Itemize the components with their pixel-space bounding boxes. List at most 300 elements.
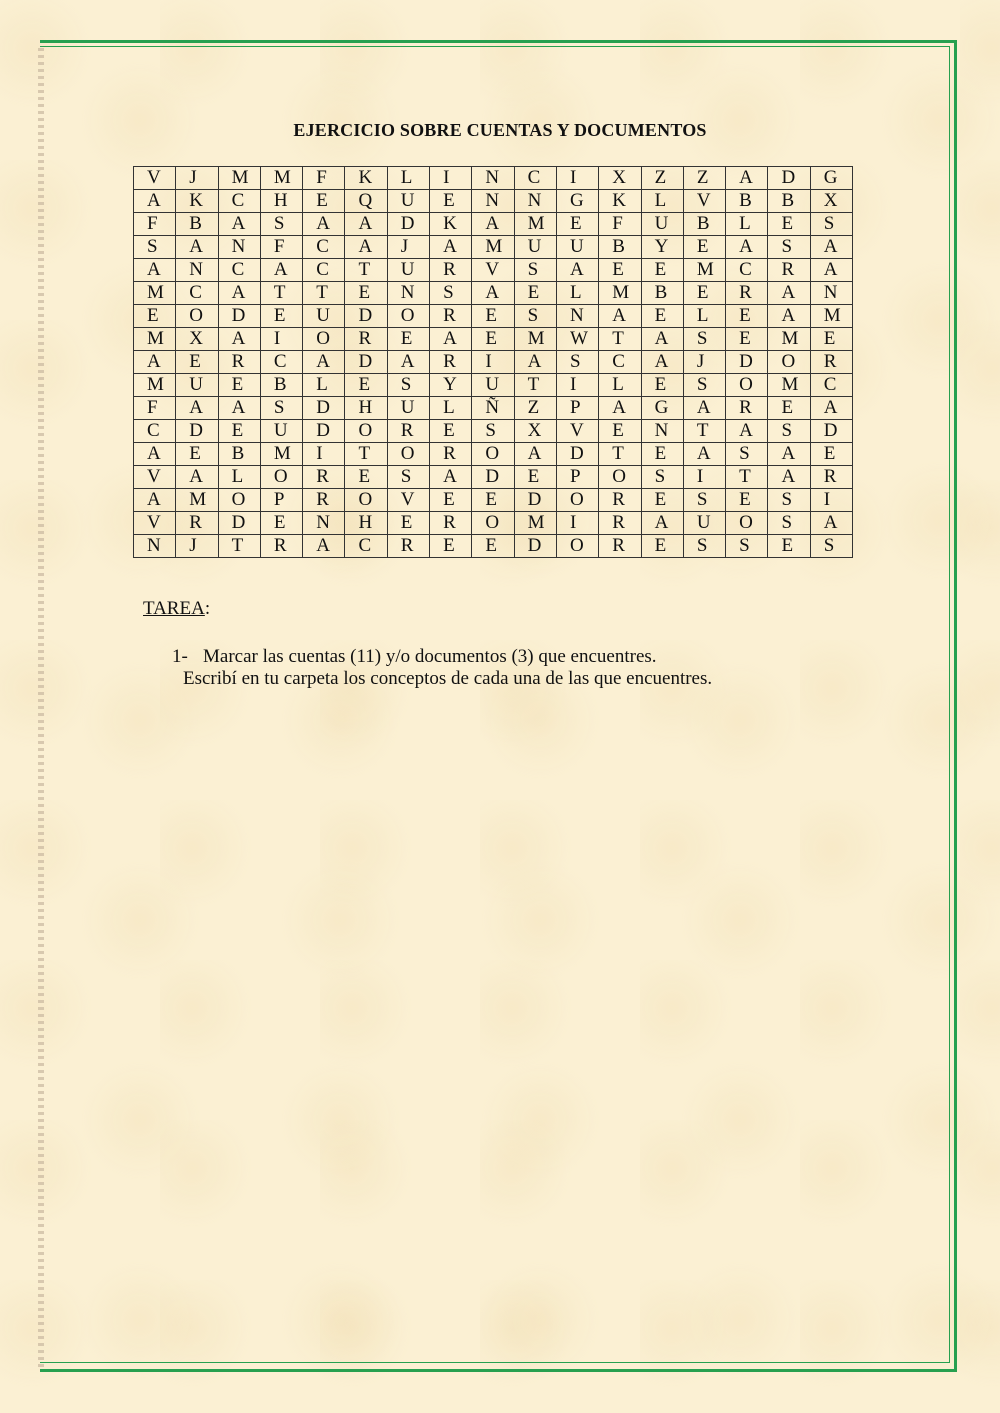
grid-cell[interactable]: D [556,443,598,466]
grid-cell[interactable]: Ñ [472,397,514,420]
grid-cell[interactable]: N [472,190,514,213]
grid-cell[interactable]: E [641,374,683,397]
grid-cell[interactable]: A [810,397,852,420]
grid-cell[interactable]: E [176,443,218,466]
grid-cell[interactable]: L [556,282,598,305]
grid-cell[interactable]: O [472,443,514,466]
grid-cell[interactable]: E [430,420,472,443]
grid-cell[interactable]: S [387,466,429,489]
grid-cell[interactable]: M [134,282,176,305]
grid-cell[interactable]: D [387,213,429,236]
grid-cell[interactable]: X [176,328,218,351]
grid-cell[interactable]: A [218,328,260,351]
grid-cell[interactable]: S [768,489,810,512]
grid-cell[interactable]: N [810,282,852,305]
grid-cell[interactable]: X [599,167,641,190]
grid-cell[interactable]: R [387,535,429,558]
grid-cell[interactable]: U [683,512,725,535]
grid-cell[interactable]: R [176,512,218,535]
grid-cell[interactable]: R [345,328,387,351]
grid-cell[interactable]: O [726,512,768,535]
grid-cell[interactable]: A [556,259,598,282]
grid-cell[interactable]: S [387,374,429,397]
grid-cell[interactable]: T [514,374,556,397]
grid-row [134,213,853,236]
grid-cell[interactable]: A [345,213,387,236]
grid-cell[interactable]: U [472,374,514,397]
grid-cell[interactable]: X [810,190,852,213]
grid-cell[interactable]: N [514,190,556,213]
grid-cell[interactable]: O [176,305,218,328]
grid-cell[interactable]: N [176,259,218,282]
grid-cell[interactable]: A [345,236,387,259]
grid-cell[interactable]: A [641,351,683,374]
grid-cell[interactable]: B [260,374,302,397]
grid-cell[interactable]: S [726,535,768,558]
grid-cell[interactable]: A [472,213,514,236]
grid-cell[interactable]: E [810,328,852,351]
grid-cell[interactable]: E [472,328,514,351]
grid-cell[interactable]: D [303,397,345,420]
grid-cell[interactable]: R [303,466,345,489]
grid-cell[interactable]: M [514,328,556,351]
grid-cell[interactable]: A [303,213,345,236]
grid-cell[interactable]: S [641,466,683,489]
grid-cell[interactable]: B [683,213,725,236]
grid-cell[interactable]: E [768,535,810,558]
grid-cell[interactable]: A [218,397,260,420]
grid-cell[interactable]: R [768,259,810,282]
grid-cell[interactable]: V [387,489,429,512]
grid-cell[interactable]: A [260,259,302,282]
grid-cell[interactable]: S [810,535,852,558]
grid-cell[interactable]: R [218,351,260,374]
grid-cell[interactable]: G [810,167,852,190]
grid-cell[interactable]: I [556,167,598,190]
grid-cell[interactable]: Q [345,190,387,213]
grid-cell[interactable]: E [260,305,302,328]
grid-cell[interactable]: E [683,236,725,259]
grid-cell[interactable]: M [514,213,556,236]
grid-cell[interactable]: M [260,443,302,466]
grid-cell[interactable]: J [387,236,429,259]
grid-cell[interactable]: D [768,167,810,190]
grid-cell[interactable]: B [726,190,768,213]
grid-row [134,397,853,420]
grid-cell[interactable]: E [641,259,683,282]
grid-cell[interactable]: J [683,351,725,374]
grid-cell[interactable]: A [134,351,176,374]
grid-cell[interactable]: W [556,328,598,351]
grid-row [134,282,853,305]
grid-cell[interactable]: N [556,305,598,328]
grid-cell[interactable]: H [260,190,302,213]
grid-cell[interactable]: E [810,443,852,466]
grid-cell[interactable]: U [387,397,429,420]
grid-cell[interactable]: D [726,351,768,374]
grid-cell[interactable]: A [218,282,260,305]
grid-cell[interactable]: A [726,236,768,259]
grid-cell[interactable]: N [134,535,176,558]
grid-cell[interactable]: R [430,259,472,282]
grid-cell[interactable]: R [599,489,641,512]
grid-cell[interactable]: F [599,213,641,236]
grid-cell[interactable]: M [134,374,176,397]
grid-cell[interactable]: R [387,420,429,443]
grid-cell[interactable]: R [303,489,345,512]
grid-cell[interactable]: D [218,305,260,328]
grid-cell[interactable]: A [303,535,345,558]
grid-cell[interactable]: M [472,236,514,259]
grid-cell[interactable]: S [430,282,472,305]
grid-cell[interactable]: F [260,236,302,259]
grid-cell[interactable]: A [430,466,472,489]
grid-cell[interactable]: U [303,305,345,328]
grid-cell[interactable]: A [768,466,810,489]
grid-cell[interactable]: L [387,167,429,190]
grid-cell[interactable]: B [768,190,810,213]
grid-cell[interactable]: K [176,190,218,213]
grid-cell[interactable]: A [303,351,345,374]
grid-cell[interactable]: G [556,190,598,213]
grid-cell[interactable]: R [430,305,472,328]
grid-cell[interactable]: M [768,374,810,397]
grid-cell[interactable]: R [726,397,768,420]
grid-cell[interactable]: S [726,443,768,466]
grid-cell[interactable]: R [260,535,302,558]
grid-cell[interactable]: E [387,328,429,351]
grid-cell[interactable]: V [134,167,176,190]
grid-cell[interactable]: O [345,489,387,512]
grid-cell[interactable]: O [599,466,641,489]
grid-cell[interactable]: E [430,535,472,558]
grid-cell[interactable]: U [260,420,302,443]
grid-cell[interactable]: E [556,213,598,236]
grid-cell[interactable]: E [472,489,514,512]
grid-cell[interactable]: S [768,236,810,259]
grid-cell[interactable]: T [218,535,260,558]
grid-cell[interactable]: D [472,466,514,489]
grid-cell[interactable]: D [514,489,556,512]
grid-cell[interactable]: D [303,420,345,443]
grid-cell[interactable]: A [176,236,218,259]
grid-cell[interactable]: T [683,420,725,443]
grid-cell[interactable]: A [768,305,810,328]
grid-cell[interactable]: E [599,259,641,282]
grid-cell[interactable]: A [683,397,725,420]
grid-cell[interactable]: E [683,282,725,305]
grid-cell[interactable]: X [514,420,556,443]
grid-cell[interactable]: E [430,489,472,512]
grid-cell[interactable]: R [430,351,472,374]
grid-cell[interactable]: E [514,282,556,305]
grid-cell[interactable]: L [726,213,768,236]
grid-cell[interactable]: P [556,397,598,420]
grid-cell[interactable]: Z [641,167,683,190]
grid-cell[interactable]: E [472,535,514,558]
grid-cell[interactable]: Y [641,236,683,259]
grid-cell[interactable]: V [472,259,514,282]
grid-cell[interactable]: B [599,236,641,259]
grid-cell[interactable]: I [303,443,345,466]
grid-cell[interactable]: V [134,512,176,535]
grid-cell[interactable]: E [641,489,683,512]
grid-cell[interactable]: S [514,305,556,328]
grid-cell[interactable]: K [430,213,472,236]
grid-cell[interactable]: O [556,535,598,558]
grid-cell[interactable]: C [726,259,768,282]
grid-cell[interactable]: O [726,374,768,397]
grid-cell[interactable]: E [218,374,260,397]
grid-cell[interactable]: Y [430,374,472,397]
grid-cell[interactable]: E [345,466,387,489]
grid-cell[interactable]: A [472,282,514,305]
grid-row [134,535,853,558]
grid-cell[interactable]: O [260,466,302,489]
grid-cell[interactable]: A [176,397,218,420]
grid-cell[interactable]: S [768,420,810,443]
grid-cell[interactable]: A [176,466,218,489]
grid-cell[interactable]: E [345,374,387,397]
grid-cell[interactable]: E [641,443,683,466]
grid-cell[interactable]: J [176,167,218,190]
tarea-heading [143,598,210,620]
grid-cell[interactable]: N [387,282,429,305]
grid-cell[interactable]: B [218,443,260,466]
grid-cell[interactable]: C [514,167,556,190]
grid-cell[interactable]: A [430,236,472,259]
grid-cell[interactable]: D [345,305,387,328]
grid-cell[interactable]: T [599,328,641,351]
grid-cell[interactable]: R [810,351,852,374]
grid-cell[interactable]: M [768,328,810,351]
grid-cell[interactable]: A [134,259,176,282]
grid-cell[interactable]: E [641,535,683,558]
grid-cell[interactable]: A [514,351,556,374]
grid-cell[interactable]: P [556,466,598,489]
grid-cell[interactable]: K [345,167,387,190]
grid-cell[interactable]: L [683,305,725,328]
grid-cell[interactable]: D [514,535,556,558]
grid-cell[interactable]: B [641,282,683,305]
grid-cell[interactable]: S [134,236,176,259]
grid-cell[interactable]: A [683,443,725,466]
grid-cell[interactable]: M [683,259,725,282]
grid-cell[interactable]: Z [683,167,725,190]
grid-cell[interactable]: E [768,397,810,420]
grid-cell[interactable]: A [134,190,176,213]
grid-cell[interactable]: A [726,420,768,443]
grid-cell[interactable]: S [514,259,556,282]
grid-cell[interactable]: S [683,328,725,351]
grid-cell[interactable]: R [599,535,641,558]
grid-cell[interactable]: O [303,328,345,351]
grid-cell[interactable]: U [176,374,218,397]
grid-cell[interactable]: A [726,167,768,190]
grid-cell[interactable]: L [303,374,345,397]
grid-cell[interactable]: E [218,420,260,443]
grid-cell[interactable]: A [430,328,472,351]
grid-cell[interactable]: M [134,328,176,351]
grid-cell[interactable]: S [683,374,725,397]
grid-cell[interactable]: V [134,466,176,489]
grid-cell[interactable]: E [599,420,641,443]
grid-cell[interactable]: A [387,351,429,374]
grid-cell[interactable]: U [387,259,429,282]
grid-cell[interactable]: D [345,351,387,374]
grid-cell[interactable]: E [514,466,556,489]
grid-cell[interactable]: E [387,512,429,535]
grid-row [134,420,853,443]
grid-cell[interactable]: A [134,443,176,466]
grid-cell[interactable]: I [472,351,514,374]
grid-cell[interactable]: C [260,351,302,374]
grid-cell[interactable]: V [556,420,598,443]
grid-cell[interactable]: A [641,328,683,351]
grid-cell[interactable]: C [218,190,260,213]
grid-cell[interactable]: T [345,443,387,466]
grid-cell[interactable]: M [810,305,852,328]
grid-cell[interactable]: S [260,213,302,236]
grid-cell[interactable]: B [176,213,218,236]
grid-cell[interactable]: R [726,282,768,305]
grid-cell[interactable]: E [260,512,302,535]
grid-cell[interactable]: A [641,512,683,535]
grid-cell[interactable]: E [726,489,768,512]
grid-cell[interactable]: J [176,535,218,558]
grid-cell[interactable]: U [556,236,598,259]
grid-cell[interactable]: T [345,259,387,282]
grid-cell[interactable]: A [599,397,641,420]
grid-cell[interactable]: Z [514,397,556,420]
grid-cell[interactable]: A [768,443,810,466]
grid-cell[interactable]: O [387,443,429,466]
grid-cell[interactable]: I [260,328,302,351]
grid-cell[interactable]: S [556,351,598,374]
grid-cell[interactable]: S [683,535,725,558]
grid-row [134,351,853,374]
grid-cell[interactable]: R [599,512,641,535]
grid-cell[interactable]: F [303,167,345,190]
tarea-label: TAREA [143,598,205,619]
grid-cell[interactable]: M [599,282,641,305]
grid-cell[interactable]: A [810,259,852,282]
grid-cell[interactable]: A [768,282,810,305]
grid-cell[interactable]: N [218,236,260,259]
grid-cell[interactable]: E [134,305,176,328]
grid-cell[interactable]: I [430,167,472,190]
grid-cell[interactable]: O [768,351,810,374]
grid-cell[interactable]: R [430,443,472,466]
grid-cell[interactable]: R [430,512,472,535]
grid-cell[interactable]: E [641,305,683,328]
grid-cell[interactable]: H [345,397,387,420]
grid-cell[interactable]: O [472,512,514,535]
grid-cell[interactable]: T [599,443,641,466]
grid-cell[interactable]: I [683,466,725,489]
grid-cell[interactable]: E [430,190,472,213]
grid-cell[interactable]: O [218,489,260,512]
grid-cell[interactable]: L [599,374,641,397]
grid-cell[interactable]: D [176,420,218,443]
grid-cell[interactable]: P [260,489,302,512]
grid-cell[interactable]: F [134,397,176,420]
grid-cell[interactable]: C [218,259,260,282]
grid-cell[interactable]: I [810,489,852,512]
grid-cell[interactable]: C [303,259,345,282]
grid-cell[interactable]: E [303,190,345,213]
grid-cell[interactable]: M [176,489,218,512]
grid-cell[interactable]: N [303,512,345,535]
grid-cell[interactable]: G [641,397,683,420]
grid-cell[interactable]: O [556,489,598,512]
grid-cell[interactable]: M [260,167,302,190]
grid-cell[interactable]: A [810,512,852,535]
grid-cell[interactable]: I [556,374,598,397]
grid-cell[interactable]: A [134,489,176,512]
grid-cell[interactable]: U [641,213,683,236]
grid-cell[interactable]: H [345,512,387,535]
grid-cell[interactable]: T [726,466,768,489]
grid-cell[interactable]: A [599,305,641,328]
grid-cell[interactable]: A [218,213,260,236]
grid-row [134,374,853,397]
grid-cell[interactable]: T [303,282,345,305]
grid-cell[interactable]: C [345,535,387,558]
grid-cell[interactable]: E [726,328,768,351]
grid-cell[interactable]: S [768,512,810,535]
grid-cell[interactable]: N [472,167,514,190]
grid-cell[interactable]: E [345,282,387,305]
grid-cell[interactable]: S [683,489,725,512]
grid-cell[interactable]: C [810,374,852,397]
grid-cell[interactable]: D [810,420,852,443]
grid-cell[interactable]: O [387,305,429,328]
grid-cell[interactable]: E [726,305,768,328]
grid-cell[interactable]: R [810,466,852,489]
grid-cell[interactable]: T [260,282,302,305]
grid-cell[interactable]: L [218,466,260,489]
grid-cell[interactable]: C [134,420,176,443]
grid-cell[interactable]: M [514,512,556,535]
grid-cell[interactable]: C [176,282,218,305]
grid-row [134,305,853,328]
grid-cell[interactable]: E [176,351,218,374]
grid-cell[interactable]: V [683,190,725,213]
grid-cell[interactable]: U [387,190,429,213]
grid-cell[interactable]: U [514,236,556,259]
grid-cell[interactable]: N [641,420,683,443]
grid-cell[interactable]: C [303,236,345,259]
grid-cell[interactable]: L [430,397,472,420]
grid-cell[interactable]: F [134,213,176,236]
grid-cell[interactable]: K [599,190,641,213]
grid-cell[interactable]: S [472,420,514,443]
grid-cell[interactable]: M [218,167,260,190]
grid-cell[interactable]: A [514,443,556,466]
grid-cell[interactable]: E [472,305,514,328]
grid-cell[interactable]: I [556,512,598,535]
grid-cell[interactable]: A [810,236,852,259]
grid-cell[interactable]: S [810,213,852,236]
grid-cell[interactable]: C [599,351,641,374]
grid-row [134,167,853,190]
grid-cell[interactable]: L [641,190,683,213]
grid-cell[interactable]: S [260,397,302,420]
grid-cell[interactable]: E [768,213,810,236]
grid-cell[interactable]: D [218,512,260,535]
grid-cell[interactable]: O [345,420,387,443]
